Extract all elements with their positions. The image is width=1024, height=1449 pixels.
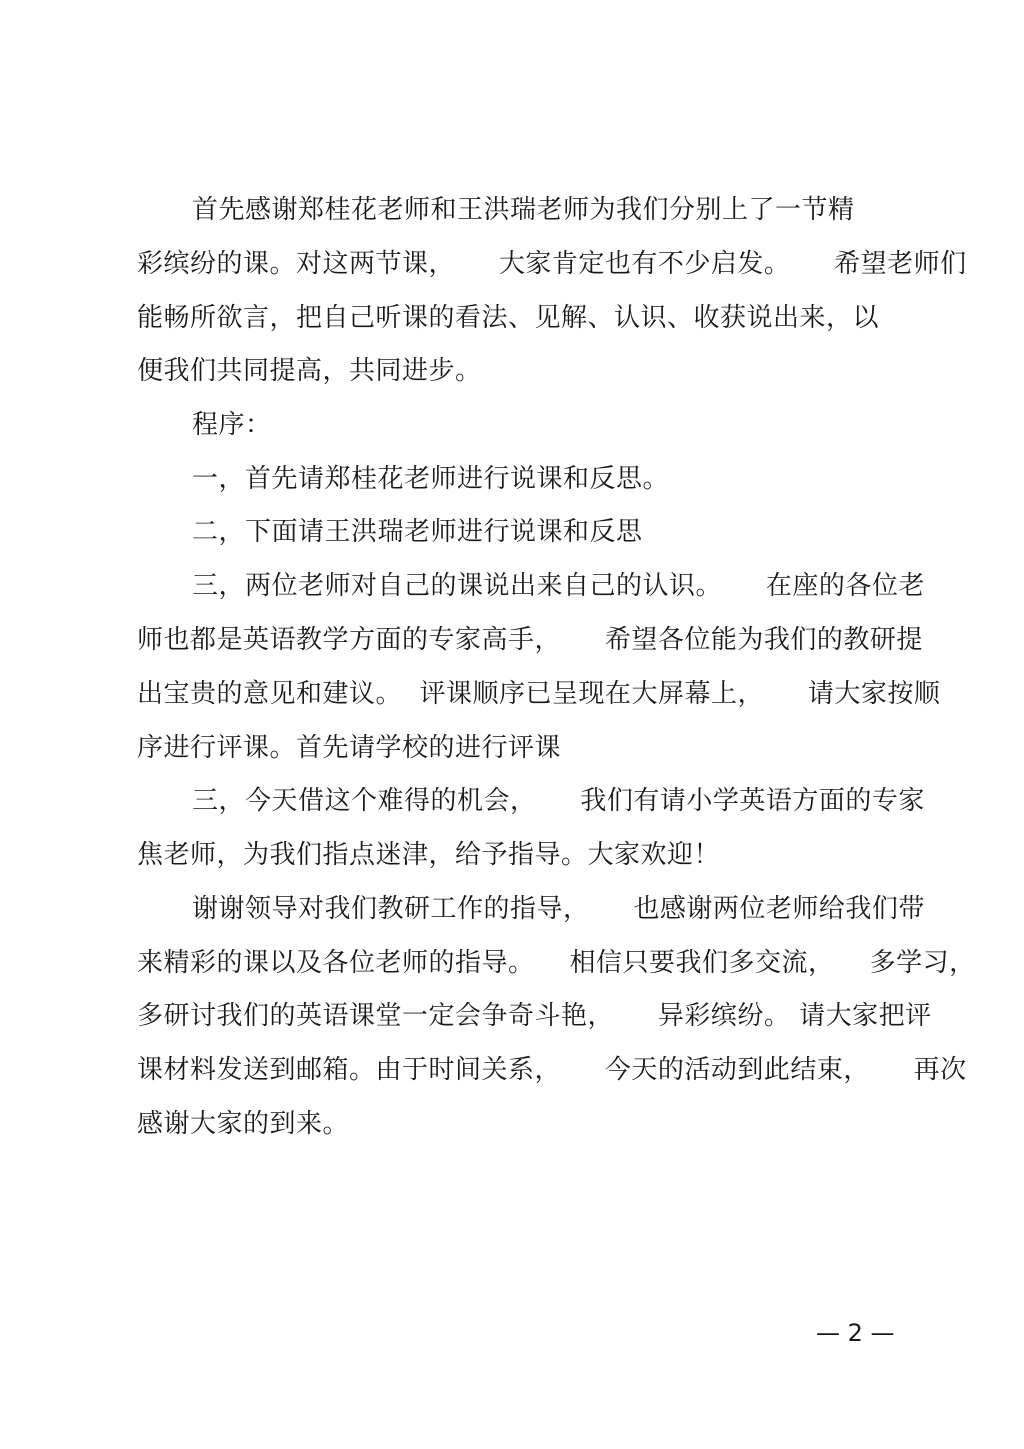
paragraph-line: 三，今天借这个难得的机会， 我们有请小学英语方面的专家 [192, 786, 925, 816]
paragraph-line: 来精彩的课以及各位老师的指导。 相信只要我们多交流， 多学习， [137, 948, 976, 978]
paragraph-line: 程序： [192, 410, 272, 440]
paragraph-line: 多研讨我们的英语课堂一定会争奇斗艳， 异彩缤纷。 请大家把评 [137, 1001, 932, 1031]
paragraph-line: 一，首先请郑桂花老师进行说课和反思。 [192, 464, 670, 494]
paragraph-line: 能畅所欲言，把自己听课的看法、见解、认识、收获说出来，以 [137, 303, 880, 333]
paragraph-line: 便我们共同提高，共同进步。 [137, 356, 482, 386]
paragraph-line: 焦老师，为我们指点迷津，给予指导。大家欢迎！ [137, 840, 721, 870]
paragraph-line: 课材料发送到邮箱。由于时间关系， 今天的活动到此结束， 再次 [137, 1055, 967, 1085]
paragraph-line: 首先感谢郑桂花老师和王洪瑞老师为我们分别上了一节精 [192, 195, 855, 225]
paragraph-line: 彩缤纷的课。对这两节课， 大家肯定也有不少启发。 希望老师们 [137, 249, 967, 279]
paragraph-line: 二，下面请王洪瑞老师进行说课和反思 [192, 517, 643, 547]
paragraph-line: 序进行评课。首先请学校的进行评课 [137, 733, 562, 763]
paragraph-line: 谢谢领导对我们教研工作的指导， 也感谢两位老师给我们带 [192, 894, 925, 924]
page-number: — 2 — [816, 1319, 895, 1347]
paragraph-line: 出宝贵的意见和建议。 评课顺序已呈现在大屏幕上， 请大家按顺 [137, 679, 941, 709]
paragraph-line: 感谢大家的到来。 [137, 1109, 350, 1139]
paragraph-line: 师也都是英语教学方面的专家高手， 希望各位能为我们的教研提 [137, 625, 923, 655]
paragraph-line: 三，两位老师对自己的课说出来自己的认识。 在座的各位老 [192, 571, 925, 601]
